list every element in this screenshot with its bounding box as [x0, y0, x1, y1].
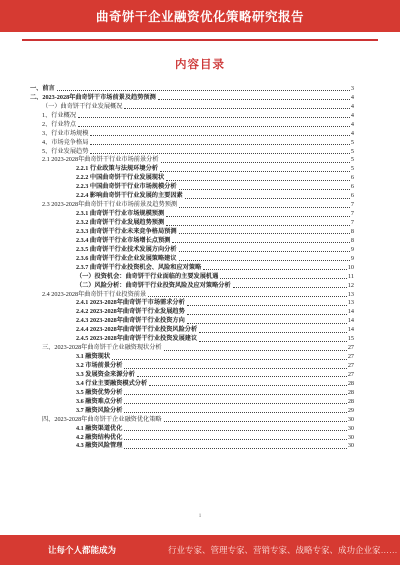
- toc-entry[interactable]: [30, 200, 354, 209]
- toc-dot-leader: [137, 376, 347, 377]
- toc-entry[interactable]: [30, 263, 354, 272]
- toc-entry-text: 3.1 融资现状: [76, 353, 111, 361]
- footer-tagline: 行业专家、管理专家、营销专家、战略专家、成功企业家……: [168, 545, 398, 555]
- toc-dot-leader: [166, 180, 350, 181]
- toc-entry-text: （一）曲奇饼干行业发展概况: [42, 102, 123, 110]
- toc-dot-leader: [164, 421, 347, 422]
- toc-entry[interactable]: [30, 433, 354, 442]
- footer-slogan: 让每个人都能成为: [48, 545, 117, 555]
- toc-entry[interactable]: [30, 299, 354, 308]
- toc-entry-text: 2.3.7 曲奇饼干行业投资机会、风险和应对策略: [76, 263, 202, 271]
- toc-dot-leader: [233, 287, 347, 288]
- toc-entry[interactable]: [30, 442, 354, 451]
- toc-entry-page: 27: [347, 353, 354, 361]
- toc-entry[interactable]: [30, 138, 354, 147]
- toc-entry-page: 28: [347, 397, 354, 405]
- toc-entry[interactable]: [30, 102, 354, 111]
- toc-dot-leader: [179, 207, 350, 208]
- toc-entry-page: 13: [347, 290, 354, 298]
- toc-dot-leader: [160, 171, 350, 172]
- toc-entry-page: 5: [350, 147, 354, 155]
- toc-entry[interactable]: [30, 334, 354, 343]
- toc-entry-text: 2.2.4 影响曲奇饼干行业发展的主要因素: [76, 192, 183, 200]
- toc-entry-text: 2.3 2023-2028年曲奇饼干行业市场前景及趋势预测: [42, 201, 178, 209]
- toc-entry-page: 4: [350, 93, 354, 101]
- toc-entry[interactable]: [30, 111, 354, 120]
- toc-entry-text: 三、2023-2028年曲奇饼干企业融资现状分析: [42, 344, 162, 352]
- toc-entry-text: 2.4 2023-2028年曲奇饼干行业投资前景: [42, 290, 147, 298]
- toc-dot-leader: [124, 412, 346, 413]
- toc-entry-page: 4: [350, 120, 354, 128]
- toc-dot-leader: [199, 332, 347, 333]
- toc-entry[interactable]: [30, 281, 354, 290]
- toc-dot-leader: [179, 251, 350, 252]
- toc-dot-leader: [90, 135, 350, 136]
- toc-entry-page: 27: [347, 370, 354, 378]
- toc-title: 内容目录: [175, 59, 225, 71]
- toc-entry-text: 3.5 融资优势分析: [76, 388, 123, 396]
- toc-entry-page: 14: [347, 326, 354, 334]
- toc-entry-text: 二、2023-2028年曲奇饼干市场前景及趋势预测: [30, 93, 156, 101]
- toc-entry-page: 7: [350, 219, 354, 226]
- toc-entry[interactable]: [30, 245, 354, 254]
- toc-dot-leader: [185, 198, 350, 199]
- toc-dot-leader: [158, 99, 350, 100]
- toc-entry-page: 27: [347, 344, 354, 352]
- toc-entry-text: 2.3.2 曲奇饼干行业发展趋势预测: [76, 219, 165, 226]
- toc-dot-leader: [164, 350, 347, 351]
- toc-dot-leader: [220, 278, 347, 279]
- toc-entry[interactable]: [30, 182, 354, 191]
- toc-entry-page: 30: [347, 433, 354, 441]
- toc-dot-leader: [179, 260, 350, 261]
- toc-entry-text: 2.4.4 2023-2028年曲奇饼干行业投资风险分析: [76, 326, 198, 334]
- toc-entry-text: 3.6 融资难点分析: [76, 397, 123, 405]
- toc-dot-leader: [179, 189, 350, 190]
- toc-entry-page: 5: [350, 156, 354, 164]
- toc-entry-text: （一）投资机会：曲奇饼干行业面临的主要发展机遇: [76, 272, 219, 280]
- toc-entry-page: 12: [347, 281, 354, 289]
- toc-entry-text: 3.4 行业主要融资模式分析: [76, 379, 148, 387]
- toc-entry[interactable]: [30, 129, 354, 138]
- toc-entry[interactable]: [30, 406, 354, 415]
- toc-entry-page: 13: [347, 299, 354, 307]
- toc-entry[interactable]: [30, 370, 354, 379]
- toc-entry-text: 2.4.2 2023-2028年曲奇饼干行业发展趋势: [76, 308, 185, 316]
- toc-entry-page: 8: [350, 236, 354, 244]
- toc-entry[interactable]: [30, 236, 354, 245]
- toc-entry[interactable]: [30, 156, 354, 165]
- toc-entry-text: 5、行业发展趋势: [42, 147, 89, 155]
- toc-dot-leader: [187, 305, 347, 306]
- toc-dot-leader: [161, 162, 350, 163]
- toc-entry-page: 29: [347, 406, 354, 414]
- toc-dot-leader: [149, 385, 347, 386]
- toc-entry-text: 3、行业市场规模: [42, 129, 89, 137]
- toc-entry[interactable]: [30, 343, 354, 352]
- toc-entry-text: 3.7 融资风险分析: [76, 406, 123, 414]
- toc-entry-text: 2.3.3 曲奇饼干行业未来竞争格局预测: [76, 227, 177, 235]
- toc-dot-leader: [148, 296, 347, 297]
- toc-entry-text: 4.2 融资结构优化: [76, 433, 123, 441]
- toc-dot-leader: [78, 126, 350, 127]
- report-title: 曲奇饼干企业融资优化策略研究报告: [95, 10, 304, 24]
- toc-entry[interactable]: [30, 290, 354, 299]
- toc-dot-leader: [179, 233, 350, 234]
- toc-entry[interactable]: [30, 397, 354, 406]
- toc-dot-leader: [90, 144, 350, 145]
- toc-entry[interactable]: [30, 307, 354, 316]
- toc-entry-page: 6: [350, 192, 354, 200]
- toc-entry-page: 5: [350, 138, 354, 146]
- toc-entry[interactable]: [30, 415, 354, 424]
- toc-entry-page: 6: [350, 174, 354, 182]
- toc-entry-text: 1、行业概况: [42, 111, 77, 119]
- toc-entry-text: 2.3.1 曲奇饼干行业市场规模预测: [76, 210, 165, 218]
- toc-entry-page: 9: [350, 245, 354, 253]
- toc-entry[interactable]: [30, 120, 354, 129]
- toc-entry[interactable]: [30, 272, 354, 281]
- toc-entry-text: 四、2023-2028年曲奇饼干企业融资优化策略: [42, 415, 162, 423]
- toc-entry-text: （二）风险分析：曲奇饼干行业投资风险及应对策略分析: [76, 281, 231, 289]
- toc-entry-page: 30: [347, 424, 354, 432]
- toc-entry[interactable]: [30, 352, 354, 361]
- toc-dot-leader: [124, 368, 346, 369]
- report-footer: [0, 535, 400, 565]
- toc-dot-leader: [124, 439, 346, 440]
- toc-entry[interactable]: [30, 361, 354, 370]
- toc-entry-page: 30: [347, 442, 354, 450]
- toc-entry[interactable]: [30, 379, 354, 388]
- toc-entry-page: 30: [347, 415, 354, 423]
- toc-entry-page: 27: [347, 362, 354, 369]
- toc-entry[interactable]: [30, 424, 354, 433]
- toc-dot-leader: [124, 108, 349, 109]
- toc-entry-text: 3.2 市场前景分析: [76, 362, 123, 369]
- toc-entry-page: 5: [350, 165, 354, 173]
- toc-entry-page: 14: [347, 308, 354, 316]
- toc-dot-leader: [203, 269, 347, 270]
- toc-entry-page: 11: [348, 272, 354, 280]
- toc-entry-text: 一、前言: [30, 84, 55, 92]
- toc-entry-text: 2.2.2 中国曲奇饼干行业发展现状: [76, 174, 165, 182]
- toc-dot-leader: [199, 341, 347, 342]
- toc-entry[interactable]: [30, 173, 354, 182]
- toc-entry-text: 4.3 融资风险管理: [76, 442, 123, 450]
- toc-entry-text: 2、行业特点: [42, 120, 77, 128]
- toc-dot-leader: [172, 242, 350, 243]
- toc-dot-leader: [187, 323, 347, 324]
- toc-entry[interactable]: [30, 388, 354, 397]
- toc-entry-page: 4: [350, 129, 354, 137]
- toc-entry[interactable]: [30, 254, 354, 263]
- toc-entry-page: 3: [350, 84, 354, 92]
- toc-entry-page: 28: [347, 379, 354, 387]
- toc-entry-text: 2.3.5 曲奇饼干行业技术发展方向分析: [76, 245, 177, 253]
- toc-entry[interactable]: [30, 316, 354, 325]
- toc-entry[interactable]: [30, 218, 354, 227]
- report-header: [0, 0, 400, 32]
- header-divider: [22, 39, 378, 41]
- toc-entry-page: 4: [350, 111, 354, 119]
- toc-entry[interactable]: [30, 147, 354, 156]
- toc-entry-text: 2.2.1 行业政策与法规环境分析: [76, 165, 158, 173]
- toc-dot-leader: [166, 225, 350, 226]
- table-of-contents: [30, 84, 354, 450]
- toc-entry[interactable]: [30, 209, 354, 218]
- toc-entry-page: 8: [350, 227, 354, 235]
- toc-dot-leader: [124, 448, 346, 449]
- toc-entry-page: 28: [347, 388, 354, 396]
- toc-entry-text: 2.4.1 2023-2028年曲奇饼干市场需求分析: [76, 299, 185, 307]
- toc-entry[interactable]: [30, 164, 354, 173]
- toc-entry-text: 3.3 发展资金来源分析: [76, 370, 135, 378]
- toc-dot-leader: [166, 216, 350, 217]
- toc-dot-leader: [124, 394, 346, 395]
- toc-entry-text: 2.4.5 2023-2028年曲奇饼干行业投资发展建议: [76, 335, 198, 343]
- toc-entry[interactable]: [30, 325, 354, 334]
- toc-dot-leader: [57, 90, 350, 91]
- toc-entry-page: 9: [350, 254, 354, 262]
- toc-entry-page: 6: [350, 183, 354, 191]
- page-number: 1: [198, 514, 202, 519]
- toc-dot-leader: [78, 117, 350, 118]
- toc-entry-page: 10: [347, 263, 354, 271]
- toc-entry[interactable]: [30, 191, 354, 200]
- toc-dot-leader: [124, 403, 346, 404]
- toc-entry[interactable]: [30, 227, 354, 236]
- toc-dot-leader: [112, 359, 347, 360]
- toc-dot-leader: [124, 430, 346, 431]
- toc-dot-leader: [90, 153, 350, 154]
- toc-entry-page: 4: [350, 102, 354, 110]
- toc-entry[interactable]: [30, 84, 354, 93]
- toc-entry-text: 4.1 融资渠道优化: [76, 424, 123, 432]
- toc-entry-text: 2.2.3 中国曲奇饼干行业市场规模分析: [76, 183, 177, 191]
- toc-entry-page: 7: [350, 210, 354, 218]
- toc-entry[interactable]: [30, 93, 354, 102]
- toc-entry-page: 7: [350, 201, 354, 209]
- toc-entry-page: 15: [347, 335, 354, 343]
- toc-entry-text: 2.3.6 曲奇饼干行业企业发展策略建议: [76, 254, 177, 262]
- toc-entry-text: 4、市场竞争格局: [42, 138, 89, 146]
- toc-entry-page: 14: [347, 317, 354, 325]
- toc-entry-text: 2.1 2023-2028年曲奇饼干行业市场前景分析: [42, 156, 159, 164]
- toc-entry-text: 2.3.4 曲奇饼干行业市场增长点预测: [76, 236, 171, 244]
- toc-dot-leader: [187, 314, 347, 315]
- toc-entry-text: 2.4.3 2023-2028年曲奇饼干行业投资方向: [76, 317, 185, 325]
